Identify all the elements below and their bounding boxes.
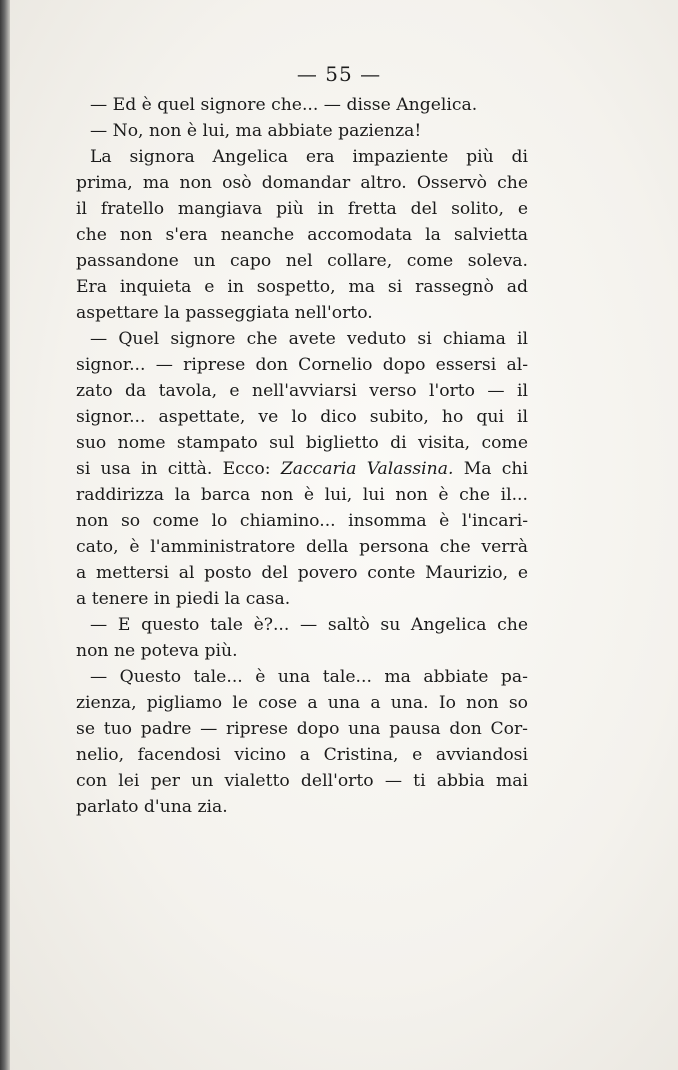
text-line: Era inquieta e in sospetto, ma si rassegnò ad: [76, 277, 528, 297]
text-line: il fratello mangiava più in fretta del solito, e: [76, 199, 528, 219]
text-line: zienza, pigliamo le cose a una a una. Io non so: [76, 693, 528, 713]
text-line: signor... — riprese don Cornelio dopo essersi al-: [76, 355, 528, 375]
text-segment: Ma chi: [453, 459, 528, 479]
text-line: zato da tavola, e nell'avviarsi verso l'orto — il: [76, 381, 528, 401]
page-number: — 55 —: [296, 62, 382, 86]
text-line: — Ed è quel signore che... — disse Angelica.: [90, 95, 478, 115]
page-binding-edge: [0, 0, 10, 1070]
text-line: passandone un capo nel collare, come soleva.: [76, 251, 528, 271]
text-line: con lei per un vialetto dell'orto — ti abbia mai: [76, 771, 528, 791]
text-line: — E questo tale è?... — saltò su Angelica che: [90, 615, 528, 635]
text-line: parlato d'una zia.: [76, 797, 228, 817]
text-line: non so come lo chiamino... insomma è l'incari-: [76, 511, 528, 531]
text-line: cato, è l'amministratore della persona che verrà: [76, 537, 528, 557]
text-line: prima, ma non osò domandar altro. Osservò che: [76, 173, 528, 193]
text-line: se tuo padre — riprese dopo una pausa don Cor-: [76, 719, 528, 739]
body-text: [76, 92, 528, 820]
text-line: — Questo tale... è una tale... ma abbiate pa-: [90, 667, 528, 687]
text-line: che non s'era neanche accomodata la salvietta: [76, 225, 528, 245]
text-line: suo nome stampato sul biglietto di visita, come: [76, 433, 528, 453]
text-line: signor... aspettate, ve lo dico subito, ho qui il: [76, 407, 528, 427]
text-line: nelio, facendosi vicino a Cristina, e avviandosi: [76, 745, 528, 765]
italic-name: Zaccaria Valassina.: [280, 459, 454, 479]
text-segment: si usa in città. Ecco:: [76, 459, 281, 479]
text-line: aspettare la passeggiata nell'orto.: [76, 303, 373, 323]
text-line: a tenere in piedi la casa.: [76, 589, 291, 609]
text-line: non ne poteva più.: [76, 641, 238, 661]
text-line-with-name: [76, 456, 528, 482]
text-line: — No, non è lui, ma abbiate pazienza!: [90, 121, 422, 141]
text-line: — Quel signore che avete veduto si chiama il: [90, 329, 528, 349]
text-line: La signora Angelica era impaziente più di: [90, 147, 528, 167]
text-line: raddirizza la barca non è lui, lui non è che il...: [76, 485, 528, 505]
text-line: a mettersi al posto del povero conte Maurizio, e: [76, 563, 528, 583]
